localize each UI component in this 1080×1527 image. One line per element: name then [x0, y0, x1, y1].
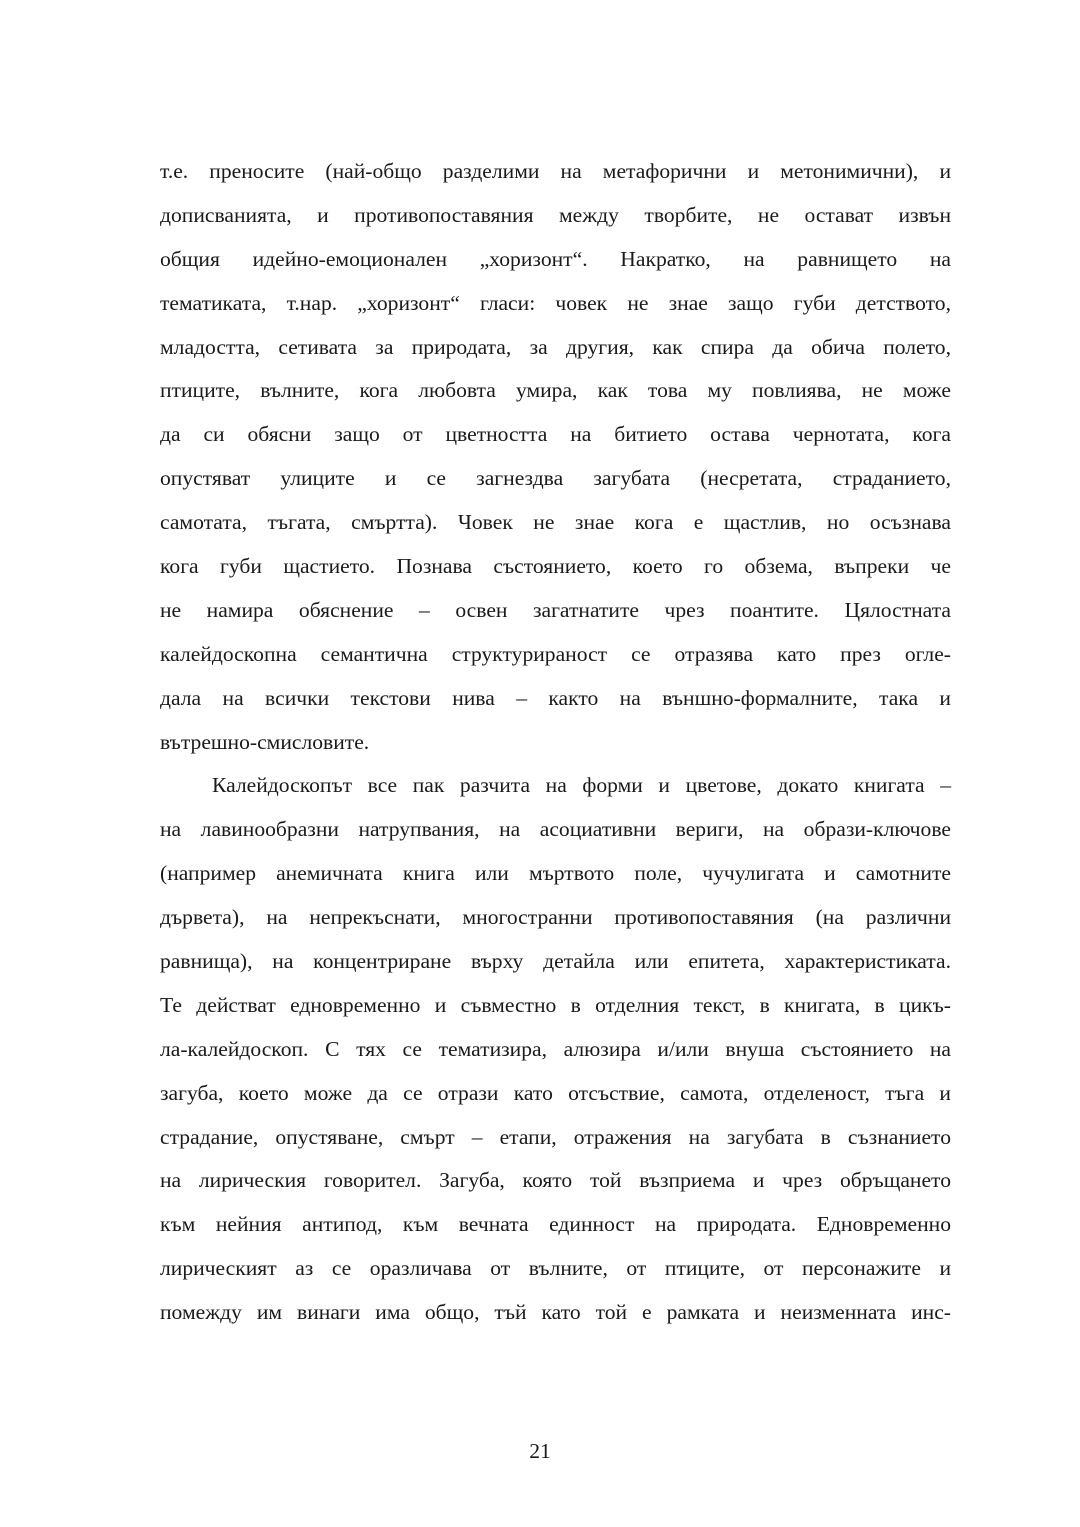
text-line: т.е. преносите (най-общо разделими на метафорични и метонимични), и — [160, 159, 951, 183]
text-line: на лавинообразни натрупвания, на асоциативни вериги, на образи-ключове — [160, 817, 951, 842]
body-text — [160, 150, 951, 1335]
text-line: калейдоскопна семантична структурираност се отразява като през огле- — [160, 641, 951, 666]
text-line: помежду им винаги има общо, тъй като той е рамката и неизменната инс- — [160, 1300, 951, 1325]
text-line: общия идейно-емоционален „хоризонт“. Накратко, на равнището на — [160, 246, 951, 271]
paragraph-1 — [160, 150, 951, 764]
text-line: към нейния антипод, към вечната единност на природата. Едновременно — [160, 1212, 951, 1237]
text-line: кога губи щастието. Познава състоянието, което го обзема, въпреки че — [160, 554, 951, 579]
text-line: ла-калейдоскоп. С тях се тематизира, алюзира и/или внуша състоянието на — [160, 1036, 951, 1061]
text-line: Те действат едновременно и съвместно в отделния текст, в книгата, в цикъ- — [160, 992, 951, 1017]
text-line: младостта, сетивата за природата, за другия, как спира да обича полето, — [160, 334, 951, 359]
paragraph-2 — [160, 764, 951, 1335]
text-line: дала на всички текстови нива – както на външно-формалните, така и — [160, 685, 951, 710]
text-line: вътрешно-смисловите. — [160, 729, 370, 754]
text-line: самотата, тъгата, смъртта). Човек не знае кога е щастлив, но осъзнава — [160, 510, 951, 535]
text-line: загуба, което може да се отрази като отсъствие, самота, отделеност, тъга и — [160, 1080, 951, 1105]
page-number: 21 — [529, 1439, 551, 1463]
text-line: дървета), на непрекъснати, многостранни противопоставяния (на различни — [160, 905, 951, 930]
text-line: лирическият аз се оразличава от вълните, от птиците, от персонажите и — [160, 1256, 951, 1281]
text-line: тематиката, т.нар. „хоризонт“ гласи: човек не знае защо губи детството, — [160, 290, 951, 315]
text-line: Калейдоскопът все пак разчита на форми и цветове, докато книгата – — [212, 773, 951, 798]
text-line: равнища), на концентриране върху детайла или епитета, характеристиката. — [160, 949, 951, 974]
text-line: (например анемичната книга или мъртвото поле, чучулигата и самотните — [160, 861, 951, 886]
text-line: не намира обяснение – освен загатнатите чрез поантите. Цялостната — [160, 597, 951, 622]
text-line: опустяват улиците и се загнездва загубата (несретата, страданието, — [160, 466, 951, 491]
text-line: дописванията, и противопоставяния между творбите, не остават извън — [160, 202, 951, 227]
text-line: да си обясни защо от цветността на битието остава чернотата, кога — [160, 422, 951, 447]
text-line: на лирическия говорител. Загуба, която той възприема и чрез обръщането — [160, 1168, 951, 1193]
text-line: страдание, опустяване, смърт – етапи, отражения на загубата в съзнанието — [160, 1124, 951, 1149]
text-line: птиците, вълните, кога любовта умира, как това му повлиява, не може — [160, 378, 951, 403]
